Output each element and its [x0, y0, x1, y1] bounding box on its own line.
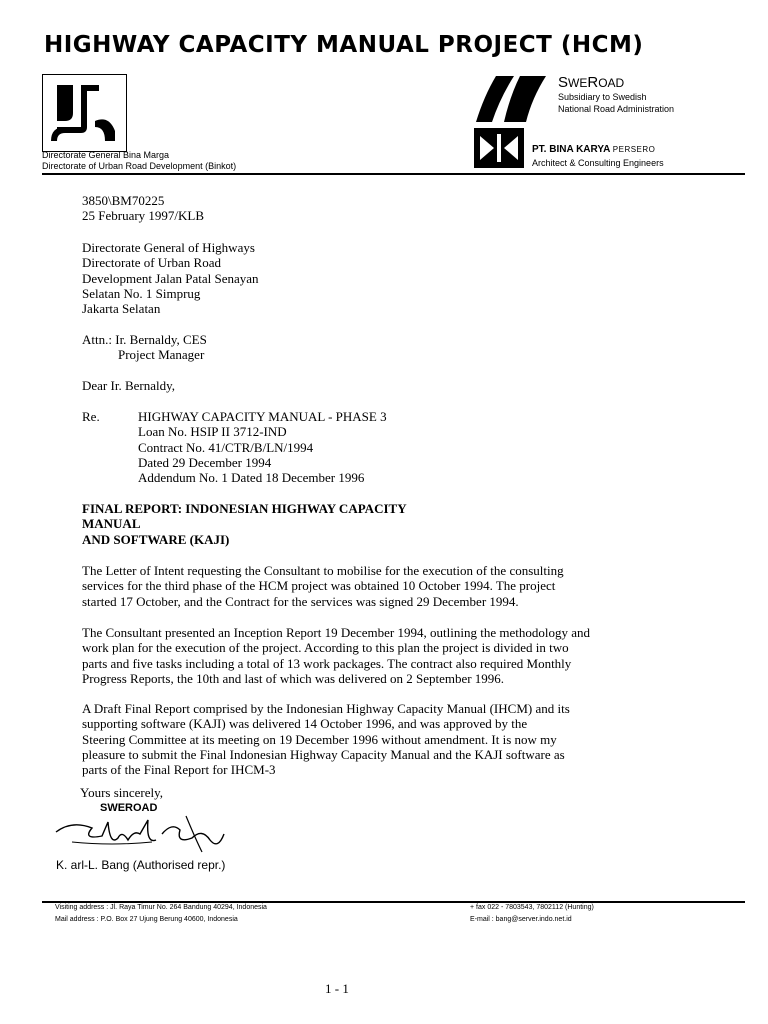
left-org-line: Directorate General Bina Marga: [42, 150, 170, 160]
sweroad-sub-line: Subsidiary to Swedish: [558, 92, 647, 102]
left-org-line: Directorate of Urban Road Development (Binkot): [42, 161, 237, 171]
address-line: Directorate General of Highways: [82, 240, 255, 255]
paragraph: [82, 701, 570, 777]
closing: Yours sincerely,: [80, 785, 164, 800]
paragraph-line: services for the third phase of the HCM project was obtained 10 October 1994. The project: [82, 578, 556, 594]
paragraph-line: work plan for the execution of the project. According to this plan the project is divided in two: [82, 640, 569, 656]
bina-karya-suffix: PERSERO: [612, 145, 656, 154]
page-title: HIGHWAY CAPACITY MANUAL PROJECT (HCM): [44, 32, 644, 58]
re-block: [138, 409, 387, 485]
paragraph-line: parts and five tasks including a total of 13 work packages. The contract also required Monthly: [82, 655, 572, 671]
re-line: Addendum No. 1 Dated 18 December 1996: [138, 470, 365, 486]
paragraph-line: Progress Reports, the 10th and last of which was delivered on 2 September 1996.: [82, 670, 505, 686]
paragraph-line: Steering Committee at its meeting on 19 December 1996 without amendment. It is now my: [82, 731, 557, 747]
attn-label: Attn.:: [82, 332, 112, 347]
paragraph-line: A Draft Final Report comprised by the Indonesian Highway Capacity Manual (IHCM) and its: [82, 701, 570, 716]
bina-karya-name: [532, 144, 655, 155]
paragraph-line: started 17 October, and the Contract for the services was signed 29 December 1994.: [82, 593, 519, 609]
subject-line: AND SOFTWARE (KAJI): [82, 531, 230, 547]
footer-divider: [42, 901, 745, 903]
re-line: Loan No. HSIP II 3712-IND: [138, 424, 287, 440]
paragraph-line: pleasure to submit the Final Indonesian Highway Capacity Manual and the KAJI software as: [82, 746, 565, 762]
recipient-address: [82, 240, 259, 316]
address-line: Jakarta Selatan: [82, 301, 161, 317]
attn-title: Project Manager: [118, 347, 205, 363]
sweroad-name-s: S: [558, 74, 569, 91]
paragraph-line: parts of the Final Report for IHCM-3: [82, 762, 276, 778]
re-line: Dated 29 December 1994: [138, 454, 272, 470]
paragraph: [82, 563, 564, 609]
bina-karya-name-text: PT. BINA KARYA: [532, 144, 610, 155]
sweroad-logo-icon: [474, 74, 550, 124]
mail-address: Mail address : P.O. Box 27 Ujung Berung 40600, Indonesia: [55, 916, 238, 923]
re-line: Contract No. 41/CTR/B/LN/1994: [138, 439, 314, 455]
reference-number: 3850\BM70225: [82, 193, 165, 208]
subject-heading: [82, 501, 407, 547]
subject-line: FINAL REPORT: INDONESIAN HIGHWAY CAPACITY: [82, 501, 407, 516]
visiting-address: Visiting address : Jl. Raya Timur No. 264 Bandung 40294, Indonesia: [55, 904, 267, 911]
sweroad-name-r: R: [587, 74, 599, 91]
page-number: 1 - 1: [325, 981, 349, 996]
sweroad-sub-line: National Road Administration: [558, 104, 675, 114]
paragraph-line: The Letter of Intent requesting the Consultant to mobilise for the execution of the consulting: [82, 563, 564, 578]
attn-name: Ir. Bernaldy, CES: [115, 332, 207, 347]
header-divider: [42, 173, 745, 175]
re-label: Re.: [82, 409, 100, 424]
sweroad-subtitle: [558, 91, 674, 115]
signature-company: SWEROAD: [100, 802, 158, 814]
address-line: Directorate of Urban Road: [82, 255, 221, 271]
salutation: Dear Ir. Bernaldy,: [82, 378, 176, 393]
address-line: Selatan No. 1 Simprug: [82, 285, 201, 301]
paragraph-line: supporting software (KAJI) was delivered 14 October 1996, and was approved by the: [82, 716, 528, 732]
attention-block: [82, 332, 207, 363]
fax-number: + fax 022 - 7803543, 7802112 (Hunting): [470, 904, 594, 911]
letter-date: 25 February 1997/KLB: [82, 208, 205, 224]
paragraph: [82, 625, 590, 686]
bina-marga-emblem-icon: [43, 75, 125, 150]
address-line: Development Jalan Patal Senayan: [82, 270, 259, 286]
re-line: HIGHWAY CAPACITY MANUAL - PHASE 3: [138, 409, 387, 424]
bina-karya-logo-icon: [474, 128, 524, 168]
bina-marga-logo: [42, 74, 127, 152]
bina-karya-subtitle: Architect & Consulting Engineers: [532, 158, 664, 168]
signature-icon: [52, 810, 232, 860]
sweroad-name-oad: OAD: [598, 76, 625, 90]
sweroad-name: [558, 74, 624, 91]
letter-reference: [82, 193, 204, 224]
paragraph-line: The Consultant presented an Inception Report 19 December 1994, outlining the methodology and: [82, 625, 590, 640]
signatory-name: K. arl-L. Bang (Authorised repr.): [56, 858, 226, 872]
sweroad-name-we: WE: [568, 76, 588, 90]
subject-line: MANUAL: [82, 516, 141, 532]
email-address: E-mail : bang@server.indo.net.id: [470, 916, 572, 923]
left-org-name: [42, 150, 236, 172]
